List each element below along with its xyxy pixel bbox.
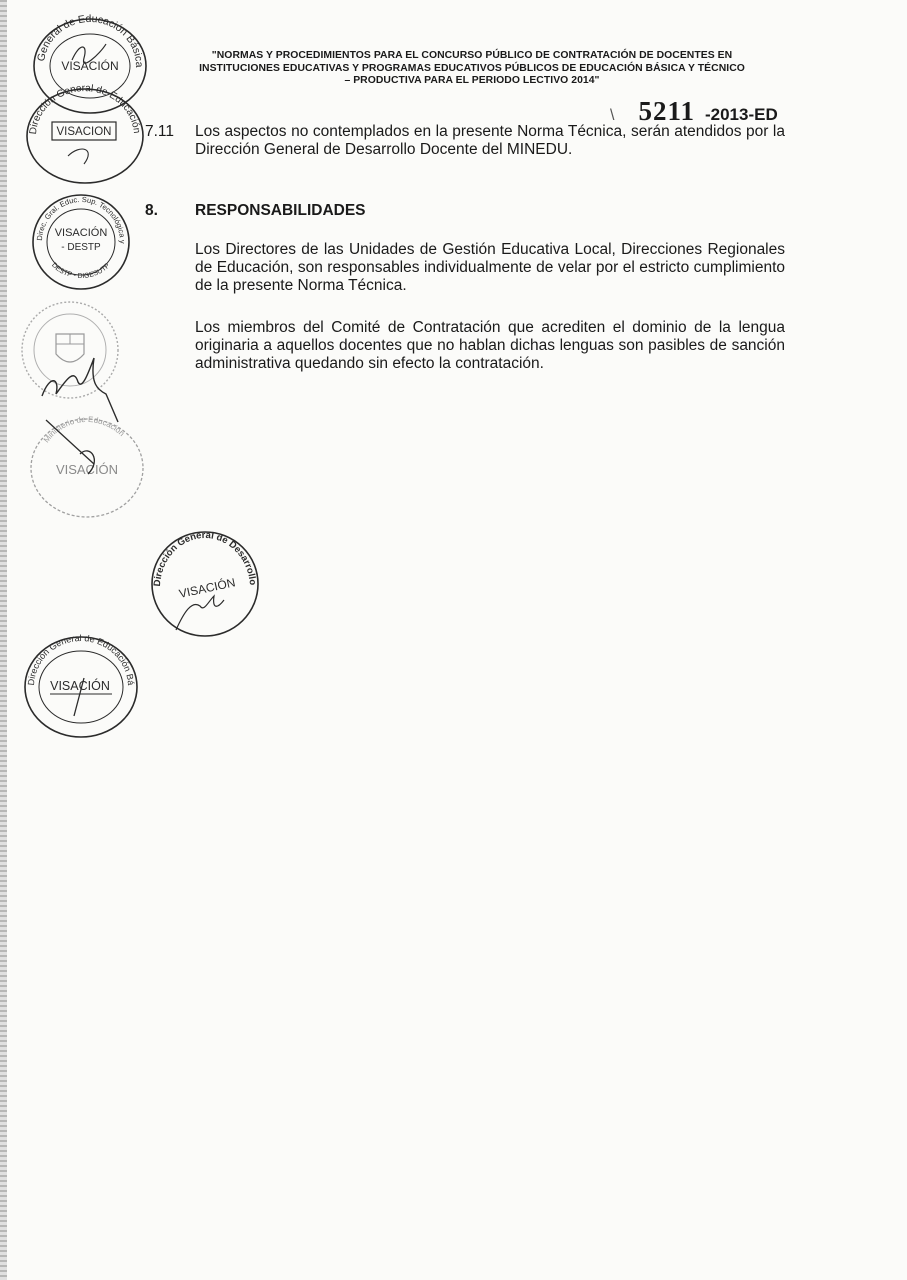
stamp-destp-sub-text: - DESTP xyxy=(61,242,101,253)
stamp-faded-seal-icon xyxy=(28,414,146,518)
stamp-ebe-center-text: VISACION xyxy=(56,126,112,138)
stamp-dides-ring-text: Dirección General de Desarrollo Docente xyxy=(144,518,259,589)
document-number-tick: \ xyxy=(610,107,615,124)
visa-stamp-destp xyxy=(27,185,132,292)
visa-stamp-ebe xyxy=(18,78,148,186)
stamp-faded-center-text: VISACIÓN xyxy=(55,462,119,477)
stamp-destp-bottom-text: DESTP - DIGESUTP xyxy=(50,261,112,281)
svg-text:Ministerio de Educación xyxy=(42,415,126,444)
section-8-paragraph-2: Los miembros del Comité de Contratación que acrediten el dominio de la lengua originaria a aquellos docentes que no hablan dichas lenguas son pasibles de sanción administrativa quedando sin efecto la contratación. xyxy=(195,319,785,372)
stamp-destp-center-text: VISACIÓN xyxy=(54,227,108,239)
section-8-paragraph-1: Los Directores de las Unidades de Gestión Educativa Local, Direcciones Regionales de Educación, son responsables individualmente de velar por el estricto cumplimiento de la presente Norma Técnica. xyxy=(195,241,785,294)
stamp-destp-seal-icon xyxy=(27,185,132,292)
item-7-11-text: Los aspectos no contemplados en la presente Norma Técnica, serán atendidos por la Dirección General de Desarrollo Docente del MINEDU. xyxy=(195,123,785,158)
stamp-ebe-ring-text: Dirección General de Educación Básica Especial xyxy=(18,78,143,137)
header-line-1: "NORMAS Y PROCEDIMIENTOS PARA EL CONCURSO PÚBLICO DE CONTRATACIÓN DE DOCENTES EN xyxy=(211,50,733,61)
stamp-ebr-center-text: VISACIÓN xyxy=(61,59,119,73)
document-header xyxy=(142,50,802,88)
scan-edge xyxy=(0,0,7,1280)
stamp-eba-seal-icon xyxy=(18,626,140,740)
stamp-dides-seal-icon xyxy=(144,518,262,638)
header-line-3: – PRODUCTIVA PARA EL PERIODO LECTIVO 2014" xyxy=(344,75,600,86)
section-8-number: 8. xyxy=(145,202,158,219)
stamp-eba-center-text: VISACIÓN xyxy=(50,679,110,693)
stamp-faded-ring-text: Ministerio de Educación xyxy=(41,414,127,445)
stamp-ebe-seal-icon xyxy=(18,78,148,186)
section-8-title: RESPONSABILIDADES xyxy=(195,202,366,219)
stamp-dides-center-text: VISACIÓN xyxy=(177,575,237,601)
document-number-suffix: -2013-ED xyxy=(704,105,778,124)
visa-stamp-faded xyxy=(28,414,146,518)
visa-stamp-dides xyxy=(144,518,262,638)
item-7-11-number: 7.11 xyxy=(145,123,175,140)
stamp-eba-ring-text: Dirección General de Educación Básica Alternativa xyxy=(18,626,137,686)
svg-text:DESTP - DIGESUTP xyxy=(50,262,112,280)
stamp-ebr-ring-text: General de Educación Básica Regular xyxy=(26,5,146,68)
svg-text:Dirección General de Educación xyxy=(19,626,136,686)
header-line-2: INSTITUCIONES EDUCATIVAS Y PROGRAMAS EDUCATIVOS PÚBLICOS DE EDUCACIÓN BÁSICA Y TÉCNICO xyxy=(199,62,745,74)
document-number-value: 5211 xyxy=(638,96,695,126)
visa-stamp-eba xyxy=(18,626,140,740)
stamp-destp-ring-text: Direc. Gral. Educ. Sup. Tecnológica y Técnico-Productiva xyxy=(27,185,128,244)
